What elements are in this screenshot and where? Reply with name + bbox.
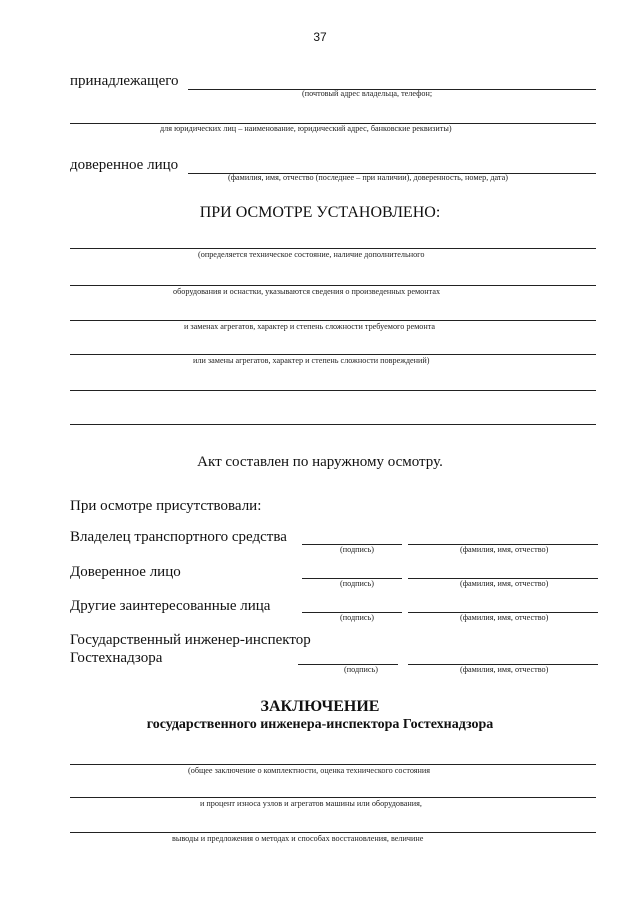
page-number: 37 bbox=[313, 30, 327, 44]
present-inspector-label: Государственный инженер-инспектор bbox=[70, 632, 311, 648]
inspection-caption-1: (определяется техническое состояние, наличие дополнительного bbox=[198, 250, 425, 259]
conclusion-line-1[interactable] bbox=[70, 764, 596, 765]
owner-caption-address: (почтовый адрес владельца, телефон; bbox=[302, 89, 433, 98]
inspection-line-1[interactable] bbox=[70, 248, 596, 249]
inspection-line-3[interactable] bbox=[70, 320, 596, 321]
present-others-label: Другие заинтересованные лица bbox=[70, 598, 271, 614]
present-trustee-name-caption: (фамилия, имя, отчество) bbox=[460, 579, 549, 588]
conclusion-line-2[interactable] bbox=[70, 797, 596, 798]
inspection-line-2[interactable] bbox=[70, 285, 596, 286]
trustee-caption: (фамилия, имя, отчество (последнее – при наличии), доверенность, номер, дата) bbox=[228, 173, 508, 182]
inspection-line-6[interactable] bbox=[70, 424, 596, 425]
present-inspector-signature-caption: (подпись) bbox=[344, 665, 378, 674]
inspection-caption-4: или замены агрегатов, характер и степень сложности повреждений) bbox=[193, 356, 430, 365]
conclusion-subtitle: государственного инженера-инспектора Гостехнадзора bbox=[146, 717, 494, 732]
inspection-line-5[interactable] bbox=[70, 390, 596, 391]
inspection-caption-2: оборудования и оснастки, указываются сведения о произведенных ремонтах bbox=[173, 287, 441, 296]
conclusion-line-3[interactable] bbox=[70, 832, 596, 833]
present-inspector-name-caption: (фамилия, имя, отчество) bbox=[460, 665, 549, 674]
present-heading: При осмотре присутствовали: bbox=[70, 498, 262, 514]
conclusion-caption-1: (общее заключение о комплектности, оценка технического состояния bbox=[188, 766, 431, 775]
conclusion-title: ЗАКЛЮЧЕНИЕ bbox=[260, 698, 380, 715]
inspection-caption-3: и заменах агрегатов, характер и степень сложности требуемого ремонта bbox=[184, 322, 436, 331]
present-inspector-label-2: Гостехнадзора bbox=[70, 650, 163, 666]
present-trustee-signature-caption: (подпись) bbox=[340, 579, 374, 588]
inspection-line-4[interactable] bbox=[70, 354, 596, 355]
inspection-heading: ПРИ ОСМОТРЕ УСТАНОВЛЕНО: bbox=[199, 204, 441, 221]
present-owner-signature-caption: (подпись) bbox=[340, 545, 374, 554]
present-others-name-caption: (фамилия, имя, отчество) bbox=[460, 613, 549, 622]
present-others-signature-caption: (подпись) bbox=[340, 613, 374, 622]
owner-caption-legal: для юридических лиц – наименование, юридический адрес, банковские реквизиты) bbox=[160, 124, 452, 133]
present-trustee-label: Доверенное лицо bbox=[70, 564, 181, 580]
present-owner-label: Владелец транспортного средства bbox=[70, 529, 287, 545]
act-note: Акт составлен по наружному осмотру. bbox=[197, 454, 443, 470]
trustee-label: доверенное лицо bbox=[70, 157, 179, 173]
owner-label: принадлежащего bbox=[70, 73, 179, 89]
conclusion-caption-3: выводы и предложения о методах и способах восстановления, величине bbox=[172, 834, 424, 843]
conclusion-caption-2: и процент износа узлов и агрегатов машины или оборудования, bbox=[200, 799, 422, 808]
present-owner-name-caption: (фамилия, имя, отчество) bbox=[460, 545, 549, 554]
